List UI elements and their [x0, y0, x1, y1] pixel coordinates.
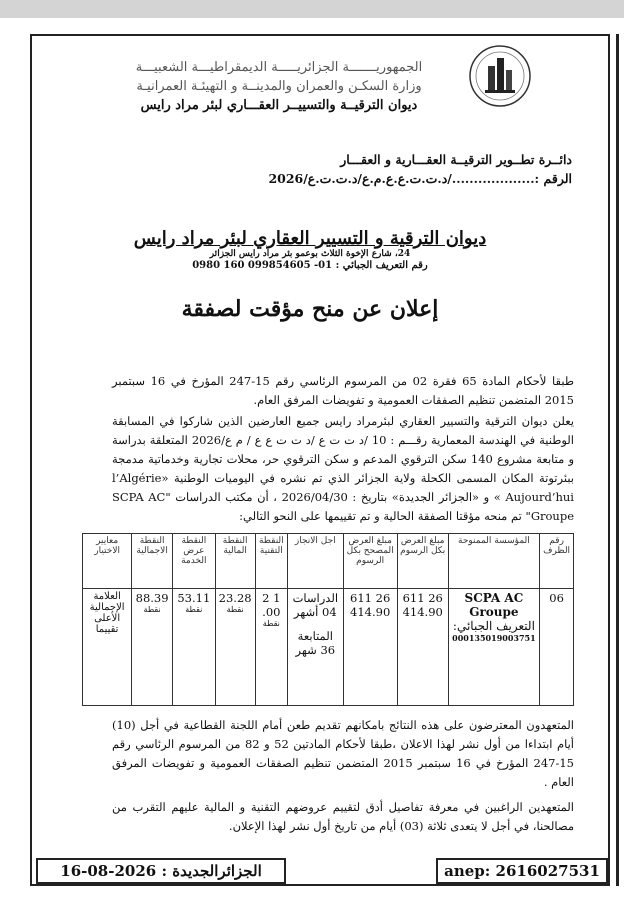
- financial-score-unit: نقطة: [226, 605, 244, 614]
- department-block: [200, 150, 572, 188]
- financial-score-value: 23.28: [218, 591, 252, 605]
- notice-title: إعلان عن منح مؤقت لصفقة: [181, 296, 439, 322]
- opgi-logo: [468, 44, 532, 108]
- header-technical-score: النقطة التقنية: [255, 534, 287, 589]
- cell-amount-corrected: 26 611 414.90: [343, 589, 397, 706]
- total-score-unit: نقطة: [143, 605, 161, 614]
- service-score-unit: نقطة: [185, 605, 203, 614]
- reference-number: الرقم :.................../د.ت.ت.ع.ع.م.ع/د.ت.ت.ع/2026: [268, 171, 572, 186]
- details-note: المتعهدين الراغبين في معرفة تفاصيل أدق لتقييم عروضهم التقنية و المالية عليهم التقرب من مصالحنا، في أجل لا يتعدى ثلاثة (03) أيام من تاريخ أول نشر لهذا الإعلان.: [112, 800, 574, 833]
- company-name: SCPA AC Groupe: [464, 591, 524, 619]
- company-tax-label: التعريف الجبائي:: [452, 619, 535, 633]
- header-selection-criteria: معايير الاختيار: [83, 534, 132, 589]
- header-service-score: النقطة عرض الخدمة: [172, 534, 215, 589]
- company-tax-id: 000135019003751: [452, 633, 536, 643]
- building-logo-icon: [468, 44, 532, 108]
- republic-header: [100, 58, 458, 115]
- deadline-follow-up: المتابعة 36 شهر: [295, 629, 336, 657]
- cell-service-score: [172, 589, 215, 706]
- office-title: ديوان الترقية و التسيير العقاري لبئر مراد رايس: [133, 228, 487, 249]
- header-company: المؤسسة الممنوحة: [448, 534, 540, 589]
- cell-selection-criteria: العلامة الإجمالية الأعلى تقييما: [83, 589, 132, 706]
- newspaper-date-box: الجزائرالجديدة : 2026-08-16: [36, 858, 286, 884]
- anep-number-box: anep: 2616027531: [436, 858, 608, 884]
- technical-score-unit: نقطة: [262, 619, 280, 628]
- ministry-name: وزارة السكـن والعمران والمدينــة و التهيئـة العمرانيـة: [136, 79, 422, 94]
- cell-technical-score: [255, 589, 287, 706]
- department-name: دائــرة تطــوير الترقيــة العقـــارية و العقـــار: [340, 152, 572, 167]
- republic-name: الجمهوريـــــــة الجزائريـــــة الديمقراطيـــة الشعبيـــة: [135, 60, 423, 75]
- cell-financial-score: [215, 589, 255, 706]
- cell-amount: 26 611 414.90: [397, 589, 448, 706]
- appeal-note: المتعهدون المعترضون على هذه النتائج بامكانهم تقديم طعن أمام اللجنة القطاعية في أجل (10) أيام ابتداءا من أول نشر لهذا الاعلان ،طبقا لأحكام المادتين 52 و 82 من المرسوم الرئاسي رقم 15-247 المؤرخ في 16 سبتمبر 2015 المتضمن تنظيم الصفقات العمومية و تفويضات المرفق العام .: [112, 718, 574, 789]
- office-address: 24، شارع الإخوة الثلاث بوعمو بئر مراد رايس الجزائر: [209, 249, 411, 259]
- service-score-value: 53.11: [177, 591, 211, 605]
- top-gray-bar: [0, 0, 624, 18]
- page-edge-line: [616, 34, 619, 886]
- technical-score-value: 1 2 00.: [262, 591, 281, 619]
- office-phone: رقم التعريف الجبائي : 01- 099854605 160 0980: [192, 260, 428, 271]
- header-financial-score: النقطة المالية: [215, 534, 255, 589]
- table-row: [83, 589, 574, 706]
- header-total-score: النقطة الاجمالية: [132, 534, 173, 589]
- results-table: [82, 533, 574, 706]
- paragraph-legal-basis: طبقا لأحكام المادة 65 فقرة 02 من المرسوم الرئاسي رقم 15-247 المؤرخ في 16 سبتمبر 2015 المتضمن تنظيم الصفقات العمومية و تفويضات المرفق العام.: [112, 374, 574, 407]
- office-name-header: ديوان الترقيــة والتسييــر العقـــاري لبئر مراد رايس: [140, 98, 418, 113]
- office-block: [120, 228, 500, 271]
- header-amount: مبلغ العرض بكل الرسوم: [397, 534, 448, 589]
- header-amount-corrected: مبلغ العرض المصحح بكل الرسوم: [343, 534, 397, 589]
- total-score-value: 88.39: [135, 591, 169, 605]
- cell-company: [448, 589, 540, 706]
- cell-total-score: [132, 589, 173, 706]
- paragraph-announcement: يعلن ديوان الترقية والتسيير العقاري لبئرمراد رايس جميع العارضين الذين شاركوا في المسابقة الوطنية في الهندسة المعمارية رقـــم : 10 /د ت ت ع /د ت ت ع ع / م ع/2026 المتعلقة بدراسة و متابعة مشروع 140 سكن الترقوي المدعم و سكن الترقوي حر، محلات تجارية وخدماتية مدمجة ببئرتوتة المكان المسمى الكحلة ولاية الجزائر الذي تم نشره في اليوميات الوطنية «l’Algérie Aujourd’hui » و «الجزائر الجديدة» بتاريخ : 2026/04/30 ، أن مكتب الدراسات "SCPA AC Groupe" تم منحه مؤقتا الصفقة الحالية و تم تقييمها على النحو التالي:: [112, 414, 574, 523]
- header-deadline: اجل الانجاز: [288, 534, 343, 589]
- header-envelope-number: رقم الظرف: [540, 534, 574, 589]
- deadline-study: الدراسات 04 أشهر: [292, 591, 339, 619]
- table-header-row: [83, 534, 574, 589]
- cell-deadline: [288, 589, 343, 706]
- cell-envelope-number: 06: [540, 589, 574, 706]
